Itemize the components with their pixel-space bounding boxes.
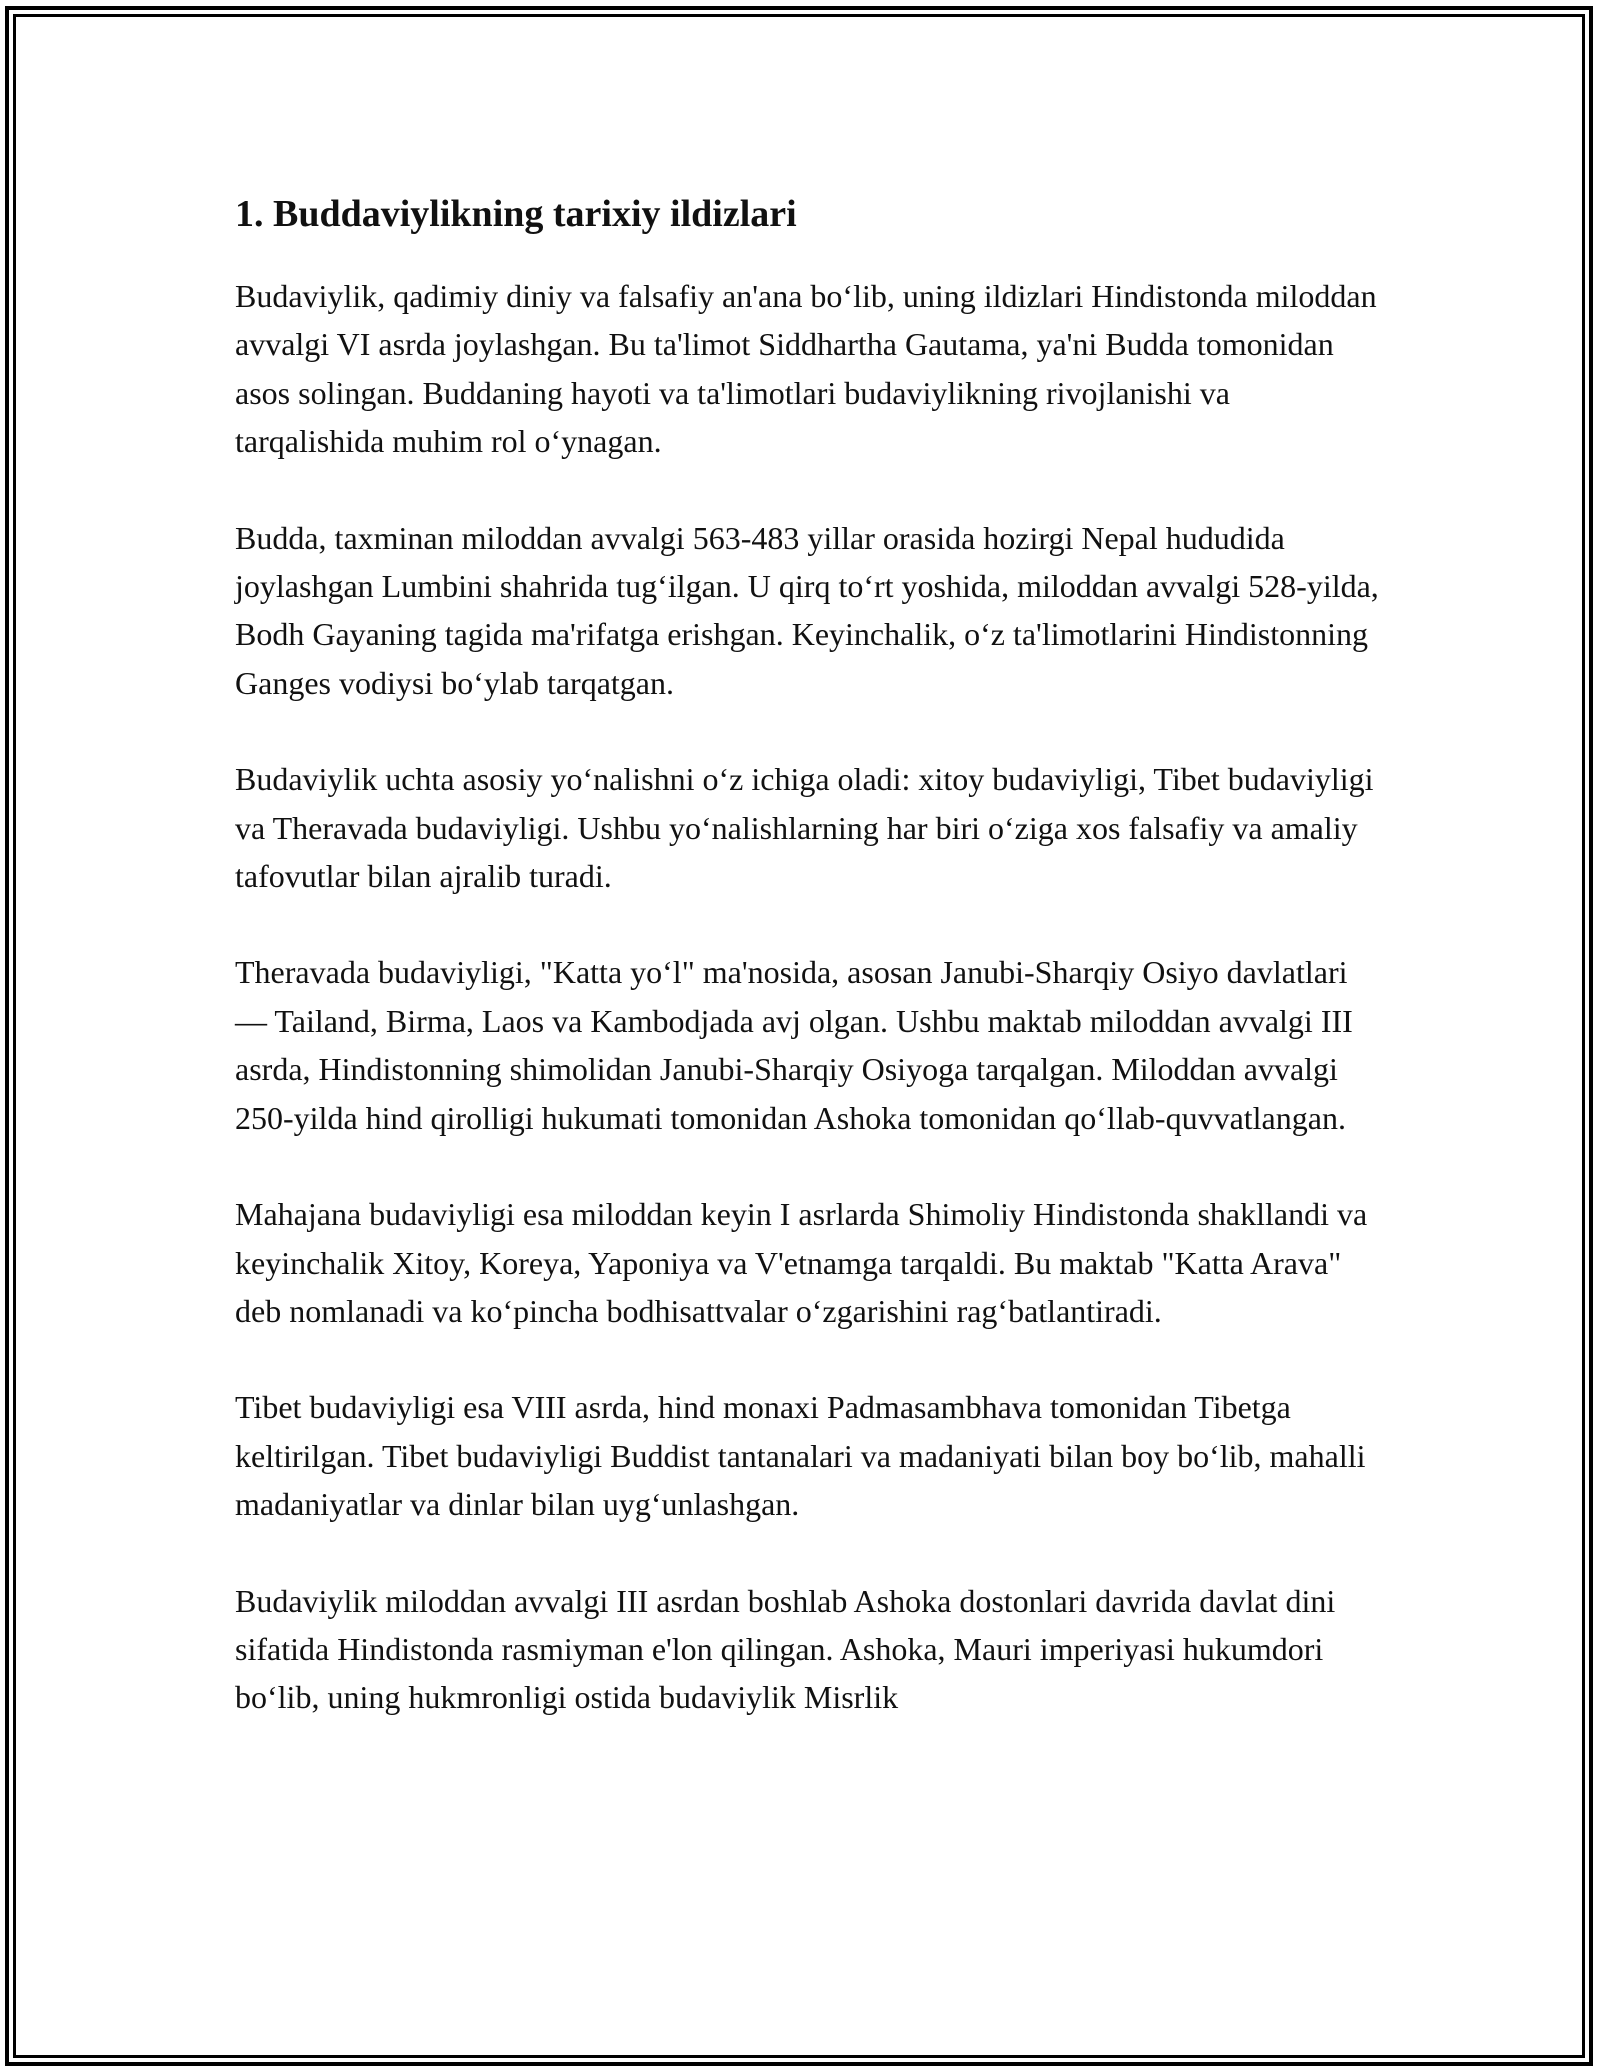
paragraph-5: Mahajana budaviyligi esa miloddan keyin I asrlarda Shimoliy Hindistonda shakllandi va keyinchalik Xitoy, Koreya, Yaponiya va V'etnamga tarqaldi. Bu maktab "Katta Arava" deb nomlanadi va ko‘pincha bodhisattvalar o‘zgarishini rag‘batlantiradi.	[235, 1196, 1368, 1329]
document-body	[235, 182, 1385, 1770]
section-heading: 1. Buddaviylikning tarixiy ildizlari	[235, 193, 797, 235]
paragraph-7: Budaviylik miloddan avvalgi III asrdan boshlab Ashoka dostonlari davrida davlat dini sifatida Hindistonda rasmiyman e'lon qilingan. Ashoka, Mauri imperiyasi hukumdori bo‘lib, uning hukmronligi ostida budaviylik Misrlik	[235, 1582, 1336, 1716]
paragraph-2: Budda, taxminan miloddan avvalgi 563-483 yillar orasida hozirgi Nepal hududida joylashgan Lumbini shahrida tug‘ilgan. U qirq to‘rt yoshida, miloddan avvalgi 528-yilda, Bodh Gayaning tagida ma'rifatga erishgan. Keyinchalik, o‘z ta'limotlarini Hindistonning Ganges vodiysi bo‘ylab tarqatgan.	[235, 519, 1379, 701]
paragraph-1: Budaviylik, qadimiy diniy va falsafiy an'ana bo‘lib, uning ildizlari Hindistonda miloddan avvalgi VI asrda joylashgan. Bu ta'limot Siddhartha Gautama, ya'ni Budda tomonidan asos solingan. Buddaning hayoti va ta'limotlari budaviylikning rivojlanishi va tarqalishida muhim rol o‘ynagan.	[235, 278, 1377, 460]
paragraph-3: Budaviylik uchta asosiy yo‘nalishni o‘z ichiga oladi: xitoy budaviyligi, Tibet budaviyligi va Theravada budaviyligi. Ushbu yo‘nalishlarning har biri o‘ziga xos falsafiy va amaliy tafovutlar bilan ajralib turadi.	[235, 761, 1374, 895]
paragraph-4: Theravada budaviyligi, "Katta yo‘l" ma'nosida, asosan Janubi-Sharqiy Osiyo davlatlari — Tailand, Birma, Laos va Kambodjada avj olgan. Ushbu maktab miloddan avvalgi III asrda, Hindistonning shimolidan Janubi-Sharqiy Osiyoga tarqalgan. Miloddan avvalgi 250-yilda hind qirolligi hukumati tomonidan Ashoka tomonidan qo‘llab-quvvatlangan.	[235, 954, 1353, 1136]
paragraph-6: Tibet budaviyligi esa VIII asrda, hind monaxi Padmasambhava tomonidan Tibetga keltirilgan. Tibet budaviyligi Buddist tantanalari va madaniyati bilan boy bo‘lib, mahalli madaniyatlar va dinlar bilan uyg‘unlashgan.	[235, 1389, 1366, 1523]
